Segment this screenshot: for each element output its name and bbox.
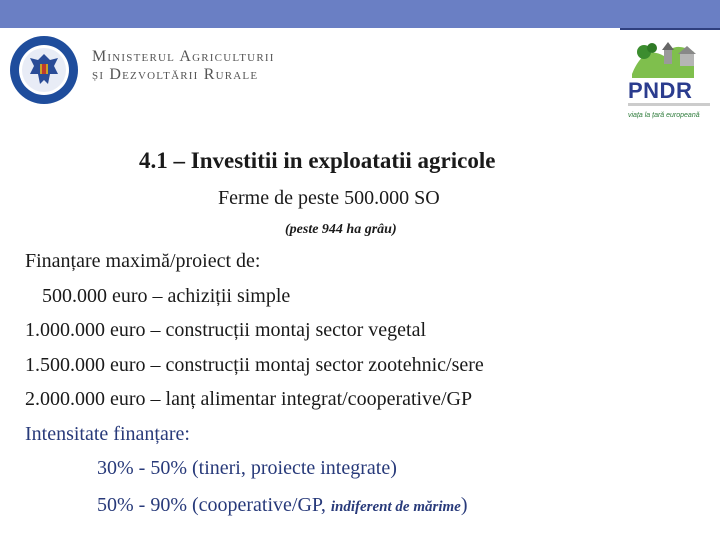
government-crest-icon xyxy=(8,34,80,106)
intensity-line-2-end: ) xyxy=(460,494,468,516)
ministry-line-2: și Dezvoltării Rurale xyxy=(92,66,259,83)
intensity-line-1: 30% - 50% (tineri, proiecte integrate) xyxy=(97,457,397,479)
top-banner-accent xyxy=(620,28,720,30)
intensity-line-2-italic: indiferent de mărime xyxy=(330,499,461,515)
top-banner xyxy=(0,0,720,28)
intensity-heading: Intensitate finanțare: xyxy=(25,423,190,445)
pndr-divider xyxy=(628,103,710,106)
intensity-line-2-main: 50% - 90% (cooperative/GP, xyxy=(97,494,331,516)
ministry-line-1: Ministerul Agriculturii xyxy=(92,48,275,65)
funding-item-4: 2.000.000 euro – lanț alimentar integrat/cooperative/GP xyxy=(25,388,473,410)
slide-title: 4.1 – Investitii in exploatatii agricole xyxy=(139,148,496,173)
slide-subtitle: Ferme de peste 500.000 SO xyxy=(218,187,440,209)
funding-heading: Finanțare maximă/proiect de: xyxy=(25,250,261,272)
pndr-tagline: viața la țară europeană xyxy=(628,112,700,119)
pndr-logo: PNDR xyxy=(628,78,693,103)
funding-item-1: 500.000 euro – achiziții simple xyxy=(42,285,291,307)
subtitle-note: (peste 944 ha grâu) xyxy=(285,222,397,237)
funding-item-2: 1.000.000 euro – construcții montaj sector vegetal xyxy=(25,319,427,341)
funding-item-3: 1.500.000 euro – construcții montaj sector zootehnic/sere xyxy=(25,354,484,376)
ministry-name xyxy=(92,48,275,84)
intensity-line-2 xyxy=(97,494,468,517)
